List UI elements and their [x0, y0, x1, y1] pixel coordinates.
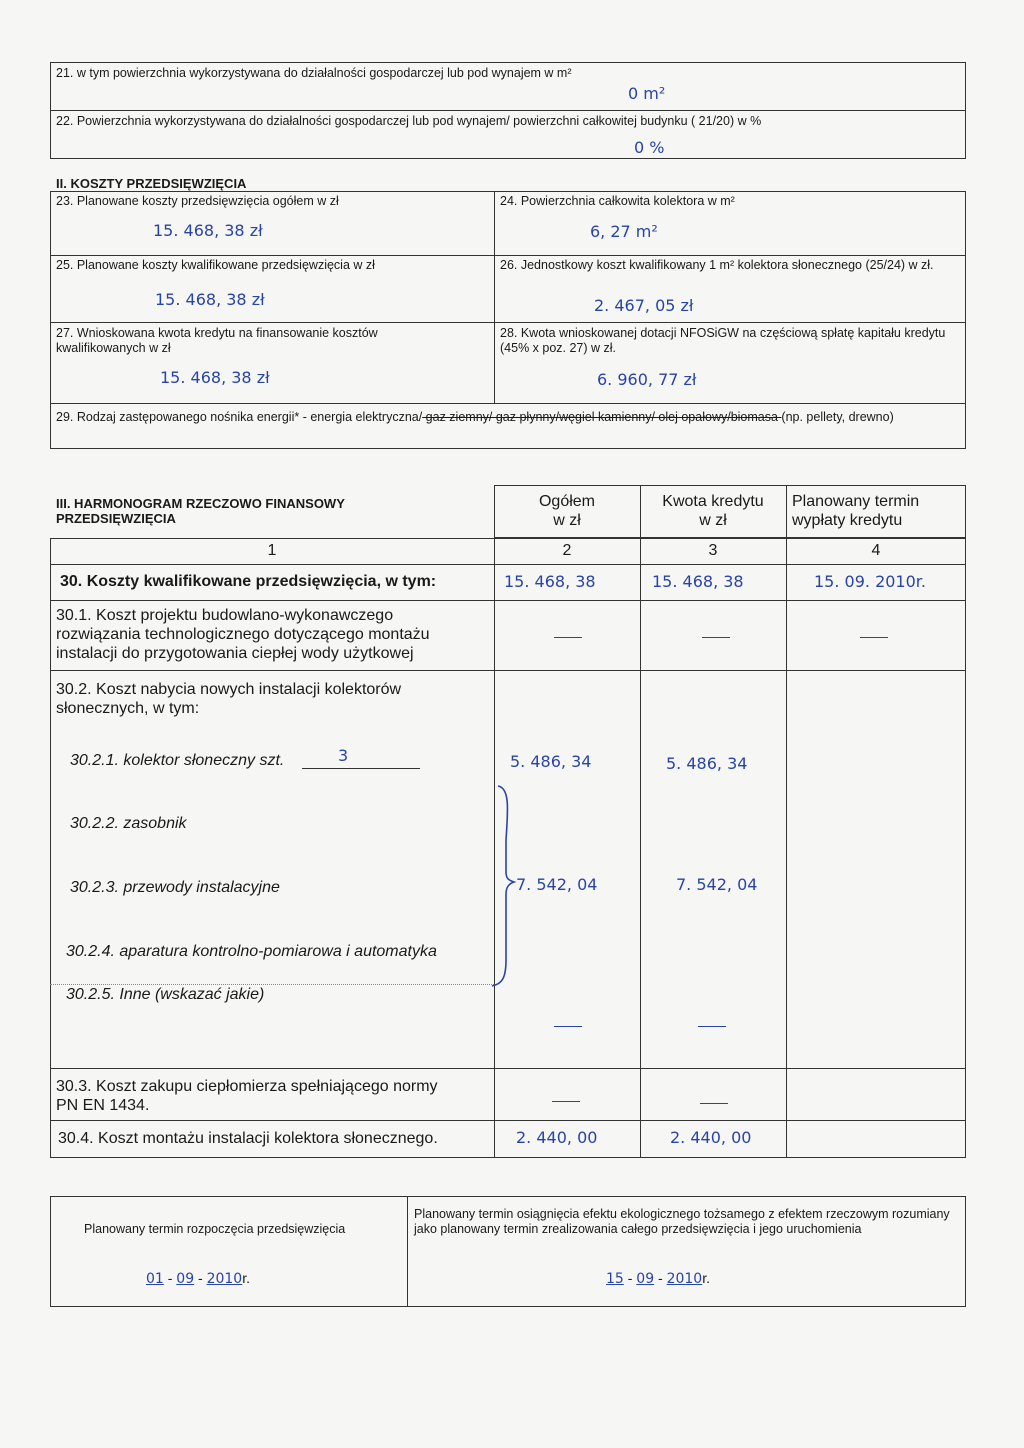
row-30-2-1-label: 30.2.1. kolektor słoneczny szt. — [70, 752, 285, 769]
row-30-2-1-kredyt: 5. 486, 34 — [666, 754, 748, 773]
divider — [50, 564, 966, 565]
divider — [407, 1196, 408, 1307]
row-30-1-ogolem-dash — [554, 637, 582, 638]
start-year: 2010 — [206, 1271, 243, 1287]
row-30-4-kredyt: 2. 440, 00 — [670, 1128, 752, 1147]
col-termin-header: Planowany termin wypłaty kredytu — [792, 493, 920, 529]
field-27-label: 27. Wnioskowana kwota kredytu na finansowanie kosztów kwalifikowanych w zł — [56, 326, 378, 355]
end-month: 09 — [636, 1271, 655, 1287]
start-month: 09 — [176, 1271, 195, 1287]
field-25-label: 25. Planowane koszty kwalifikowane przedsięwzięcia w zł — [56, 258, 375, 272]
divider — [50, 1068, 966, 1069]
start-date: 01 - 09 - 2010r. — [146, 1270, 250, 1287]
row-30-4-label: 30.4. Koszt montażu instalacji kolektora słonecznego. — [58, 1130, 438, 1147]
divider — [50, 110, 966, 111]
col-number-3: 3 — [708, 542, 718, 559]
row-30-termin: 15. 09. 2010r. — [814, 572, 926, 591]
col-number-2: 2 — [562, 542, 572, 559]
divider — [50, 255, 966, 256]
divider — [50, 322, 966, 323]
end-date-label: Planowany termin osiągnięcia efektu ekologicznego tożsamego z efektem rzeczowym rozumiany jako planowany termin zrealizowania całego przedsięwzięcia i jego uruchomienia — [414, 1207, 950, 1236]
end-date: 15 - 09 - 2010r. — [606, 1270, 710, 1287]
row-30-2-label: 30.2. Koszt nabycia nowych instalacji kolektorów słonecznych, w tym: — [56, 681, 402, 717]
row-30-label: 30. Koszty kwalifikowane przedsięwzięcia, w tym: — [60, 573, 437, 590]
field-29-struck-options: gaz ziemny/ gaz płynny/węgiel kamienny/ olej opałowy/biomasa — [422, 410, 782, 424]
field-27-value: 15. 468, 38 zł — [160, 368, 270, 387]
row-30-2-3-label: 30.2.3. przewody instalacyjne — [70, 879, 280, 896]
row-30-4-ogolem: 2. 440, 00 — [516, 1128, 598, 1147]
row-30-kredyt: 15. 468, 38 — [652, 572, 744, 591]
row-30-3-label: 30.3. Koszt zakupu ciepłomierza spełniającego normy PN EN 1434. — [56, 1078, 438, 1114]
start-day: 01 — [146, 1271, 164, 1287]
divider — [50, 600, 966, 601]
divider — [640, 485, 641, 1158]
row-30-2-5-kredyt-dash — [698, 1026, 726, 1027]
row-30-2-5-ogolem-dash — [554, 1026, 582, 1027]
field-29-label — [56, 410, 956, 425]
field-28-label: 28. Kwota wnioskowanej dotacji NFOSiGW na częściową spłatę kapitału kredytu (45% x poz. 27) w zł. — [500, 326, 946, 355]
row-30-1-label: 30.1. Koszt projektu budowlano-wykonawczego rozwiązania technologicznego dotyczącego montażu instalacji do przygotowania ciepłej wody użytkowej — [56, 607, 430, 662]
field-23-label: 23. Planowane koszty przedsięwzięcia ogółem w zł — [56, 194, 339, 208]
divider — [786, 485, 787, 1158]
field-29-text-end: (np. pellety, drewno) — [781, 410, 894, 424]
row-30-2-2-label: 30.2.2. zasobnik — [70, 815, 187, 832]
row-30-1-termin-dash — [860, 637, 888, 638]
row-30-2-1-ogolem: 5. 486, 34 — [510, 752, 592, 771]
divider — [50, 670, 966, 671]
col-kredyt-header: Kwota kredytu w zł — [662, 493, 764, 529]
row-30-2-1-qty-line — [302, 768, 420, 769]
field-22-value: 0 % — [634, 138, 665, 157]
row-30-2-3-ogolem: 7. 542, 04 — [516, 875, 598, 894]
divider — [50, 403, 966, 404]
field-29-text: 29. Rodzaj zastępowanego nośnika energii* - energia elektryczna/ — [56, 410, 423, 424]
section-3-title: III. HARMONOGRAM RZECZOWO FINANSOWY PRZEDSIĘWZIĘCIA — [56, 496, 345, 526]
field-24-value: 6, 27 m² — [590, 222, 658, 241]
row-30-1-kredyt-dash — [702, 637, 730, 638]
field-26-label: 26. Jednostkowy koszt kwalifikowany 1 m² kolektora słonecznego (25/24) w zł. — [500, 258, 934, 272]
field-23-value: 15. 468, 38 zł — [153, 221, 263, 240]
row-30-2-4-separator — [50, 984, 494, 985]
row-30-2-1-qty: 3 — [338, 746, 349, 765]
col-number-1: 1 — [267, 542, 277, 559]
row-30-ogolem: 15. 468, 38 — [504, 572, 596, 591]
field-26-value: 2. 467, 05 zł — [594, 296, 694, 315]
row-30-2-5-label: 30.2.5. Inne (wskazać jakie) — [66, 986, 265, 1003]
col-number-4: 4 — [871, 542, 881, 559]
row-30-3-kredyt-dash — [700, 1103, 728, 1104]
row-30-2-4-label: 30.2.4. aparatura kontrolno-pomiarowa i automatyka — [66, 943, 437, 960]
row-30-2-3-kredyt: 7. 542, 04 — [676, 875, 758, 894]
field-22-label: 22. Powierzchnia wykorzystywana do działalności gospodarczej lub pod wynajem/ powierzchni całkowitej budynku ( 21/20) w % — [56, 114, 762, 128]
field-28-value: 6. 960, 77 zł — [597, 370, 697, 389]
section-2-title: II. KOSZTY PRZEDSIĘWZIĘCIA — [56, 176, 247, 191]
divider — [494, 191, 495, 403]
row-30-3-ogolem-dash — [552, 1101, 580, 1102]
end-day: 15 — [606, 1271, 624, 1287]
handwritten-brace — [488, 780, 518, 990]
end-year: 2010 — [666, 1271, 703, 1287]
field-25-value: 15. 468, 38 zł — [155, 290, 265, 309]
field-21-value: 0 m² — [628, 84, 666, 103]
field-24-label: 24. Powierzchnia całkowita kolektora w m² — [500, 194, 735, 208]
divider — [50, 1120, 966, 1121]
field-21-label: 21. w tym powierzchnia wykorzystywana do działalności gospodarczej lub pod wynajem w m² — [56, 66, 572, 80]
start-date-label: Planowany termin rozpoczęcia przedsięwzięcia — [84, 1222, 346, 1236]
col-ogolem-header: Ogółem w zł — [538, 493, 596, 529]
